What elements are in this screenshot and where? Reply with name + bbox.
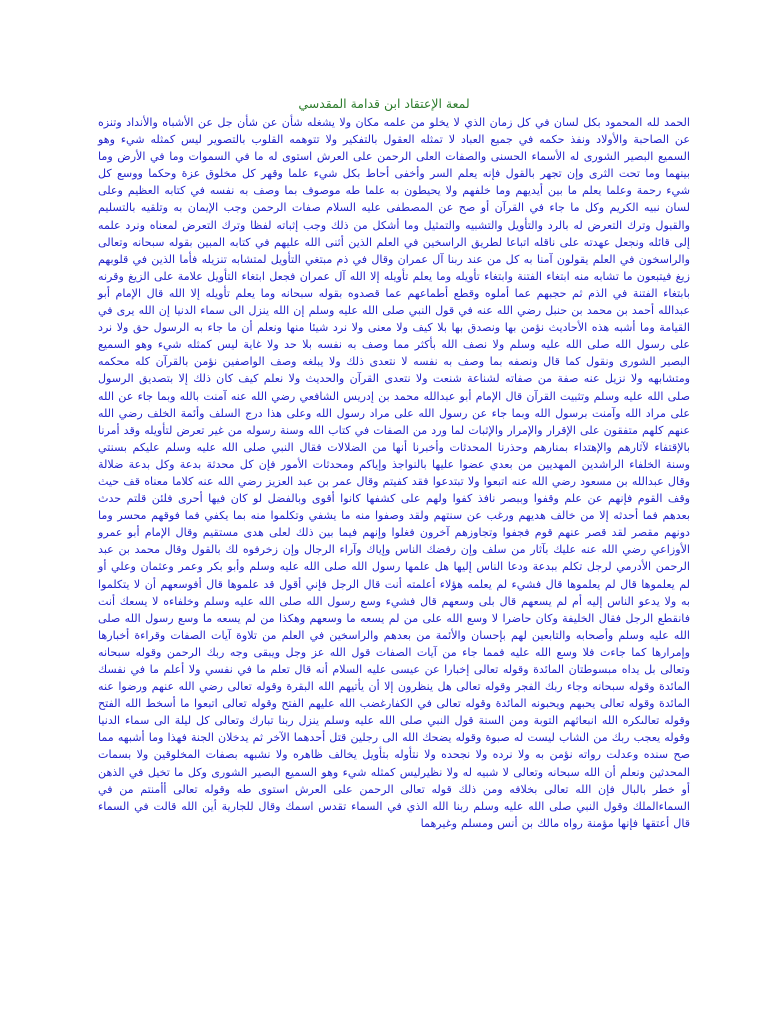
- page-title: لمعة الإعتقاد ابن قدامة المقدسي: [298, 96, 470, 111]
- body-text: الحمد لله المحمود بكل لسان في كل زمان الذي لا يخلو من علمه مكان ولا يشغله شأن عن شأن جل عن الأشباه والأنداد وتنزه عن الصاحبة والأولاد ونفذ حكمه في جميع العباد لا تمثله العقول بالتفكير ولا تتوهمه القلوب بالتصوير ليس كمثله شيء وهو السميع البصير الشورى له الأسماء الحسنى والصفات العلى الرحمن على العرش استوى له ما في السموات وما في الأرض وما بينهما وما تحت الثرى وإن تجهر بالقول فإنه يعلم السر وأخفى أحاط بكل شيء علما وقهر كل مخلوق عزة وحكما ووسع كل شيء رحمة وعلما يعلم ما بين أيديهم وما خلفهم ولا يحيطون به علما طه موصوف بما وصف به نفسه في كتابه العظيم وعلى لسان نبيه الكريم وكل ما جاء في القرآن أو صح عن المصطفى عليه السلام صفات الرحمن وجب الإيمان به وتلقيه بالتسليم والقبول وترك التعرض له بالرد والتأويل والتشبيه والتمثيل وما أشكل من ذلك وجب إثباته لفظا وترك التعرض لمعناه ونرد علمه إلى قائله ونجعل عهدته على ناقله اتباعا لطريق الراسخين في العلم الذين أثنى الله عليهم في كتابه المبين بقوله سبحانه وتعالى والراسخون في العلم يقولون آمنا به كل من عند ربنا آل عمران وقال في ذم مبتغي التأويل لمتشابه تنزيله فأما الذين في قلوبهم زيغ فيتبعون ما تشابه منه ابتغاء الفتنة وابتغاء تأويله وما يعلم تأويله إلا الله آل عمران فجعل ابتغاء التأويل علامة على الزيغ وقرنه بابتغاء الفتنة في الذم ثم حجبهم عما أملوه وقطع أطماعهم عما قصدوه بقوله سبحانه وما يعلم تأويله إلا الله قال الإمام أبو عبدالله أحمد بن محمد بن حنبل رضي الله عنه في قول النبي صلى الله عليه وسلم إن الله ينزل الى سماء الدنيا إن الله يرى في القيامة وما أشبه هذه الأحاديث نؤمن بها ونصدق بها بلا كيف ولا معنى ولا نرد شيئا منها ونعلم أن ما جاء به الرسول حق ولا نرد على رسول الله صلى الله عليه وسلم ولا نصف الله بأكثر مما وصف به نفسه بلا حد ولا غاية ليس كمثله شيء وهو السميع البصير الشورى ونقول كما قال ونصفه بما وصف به نفسه لا نتعدى ذلك ولا يبلغه وصف الواصفين نؤمن بالقرآن كله محكمه ومتشابهه ولا نزيل عنه صفة من صفاته لشناعة شنعت ولا نتعدى القرآن والحديث ولا نعلم كيف كان ذلك إلا بتصديق الرسول صلى الله عليه وسلم وتثبيت القرآن قال الإمام أبو عبدالله محمد بن إدريس الشافعي رضي الله عنه آمنت بالله وبما جاء عن الله على مراد الله وآمنت برسول الله وبما جاء عن رسول الله على مراد رسول الله وعلى هذا درج السلف وأئمة الخلف رضي الله عنهم كلهم متفقون على الإقرار والإمرار والإثبات لما ورد من الصفات في كتاب الله وسنة رسوله من غير تعرض لتأويله وقد أمرنا بالإقتفاء لآثارهم والإهتداء بمنارهم وحذرنا المحدثات وأخبرنا أنها من الضلالات فقال النبي صلى الله عليه وسلم عليكم بسنتي وسنة الخلفاء الراشدين المهديين من بعدي عضوا عليها بالنواجذ وإياكم ومحدثات الأمور فإن كل محدثة بدعة وكل بدعة ضلالة وقال عبدالله بن مسعود رضي الله عنه اتبعوا ولا تبتدعوا فقد كفيتم وقال عمر بن عبد العزيز رضي الله عنه كلاما معناه قف حيث وقف القوم فإنهم عن علم وقفوا وببصر نافذ كفوا ولهم على كشفها كانوا أقوى وبالفضل لو كان فيها أحرى فلئن قلتم حدث بعدهم فما أحدثه إلا من خالف هديهم ورغب عن سنتهم ولقد وصفوا منه ما يشفي وتكلموا منه بما يكفي فما فوقهم محسر وما دونهم مقصر لقد قصر عنهم قوم فجفوا وتجاوزهم آخرون فغلوا وإنهم فيما بين ذلك لعلى هدى مستقيم وقال الإمام أبو عمرو الأوزاعي رضي الله عنه عليك بآثار من سلف وإن رفضك الناس وإياك وآراء الرجال وإن زخرفوه لك بالقول وقال محمد بن عبد الرحمن الأدرمي لرجل تكلم ببدعة ودعا الناس إليها هل علمها رسول الله صلى الله عليه وسلم وأبو بكر وعمر وعثمان وعلي أو لم يعلموها قال لم يعلموها قال فشيء لم يعلمه هؤلاء أعلمته أنت قال الرجل فإني أقول قد علموها قال أفوسعهم أن لا يتكلموا به ولا يدعو الناس إليه أم لم يسعهم قال بلى وسعهم قال فشيء وسع رسول الله صلى الله عليه وسلم وخلفاءه لا يسعك أنت فانقطع الرجل فقال الخليفة وكان حاضرا لا وسع الله على من لم يسعه ما وسعهم وهكذا من لم يسعه ما وسع رسول الله صلى الله عليه وسلم وأصحابه والتابعين لهم بإحسان والأئمة من بعدهم والراسخين في العلم من تلاوة آيات الصفات وقراءة أخبارها وإمرارها كما جاءت فلا وسع الله عليه فمما جاء من آيات الصفات قول الله عز وجل ويبقى وجه ربك الرحمن وقوله سبحانه وتعالى بل يداه مبسوطتان المائدة وقوله تعالى إخبارا عن عيسى عليه السلام أنه قال تعلم ما في نفسي ولا أعلم ما في نفسك المائدة وقوله سبحانه وجاء ربك الفجر وقوله تعالى هل ينظرون إلا أن يأتيهم الله البقرة وقوله تعالى رضي الله عنهم ورضوا عنه المائدة وقوله تعالى يحبهم ويحبونه المائدة وقوله تعالى في الكفارغضب الله عليهم الفتح وقوله تعالى اتبعوا ما أسخط الله الفتح وقوله تعالىكره الله انبعاثهم التوبة ومن السنة قول النبي صلى الله عليه وسلم ينزل ربنا تبارك وتعالى كل ليلة الى سماء الدنيا وقوله يعجب ربك من الشاب ليست له صبوة وقوله يضحك الله الى رجلين قتل أحدهما الآخر ثم يدخلان الجنة فهذا وما أشبهه مما صح سنده وعدلت رواته نؤمن به ولا نرده ولا نجحده ولا نتأوله بتأويل يخالف ظاهره ولا نشبهه بصفات المخلوقين ولا بسمات المحدثين ونعلم أن الله سبحانه وتعالى لا شبيه له ولا نظيرليس كمثله شيء وهو السميع البصير الشورى وكل ما تخيل في الذهن أو خطر بالبال فإن الله تعالى بخلافه ومن ذلك قوله تعالى الرحمن على العرش استوى طه وقوله تعالى أأمنتم من في السماءالملك وقول النبي صلى الله عليه وسلم ربنا الله الذي في السماء تقدس اسمك وقال للجارية أين الله قالت في السماء قال أعتقها فإنها مؤمنة رواه مالك بن أنس ومسلم وغيرهما: [98, 116, 690, 830]
